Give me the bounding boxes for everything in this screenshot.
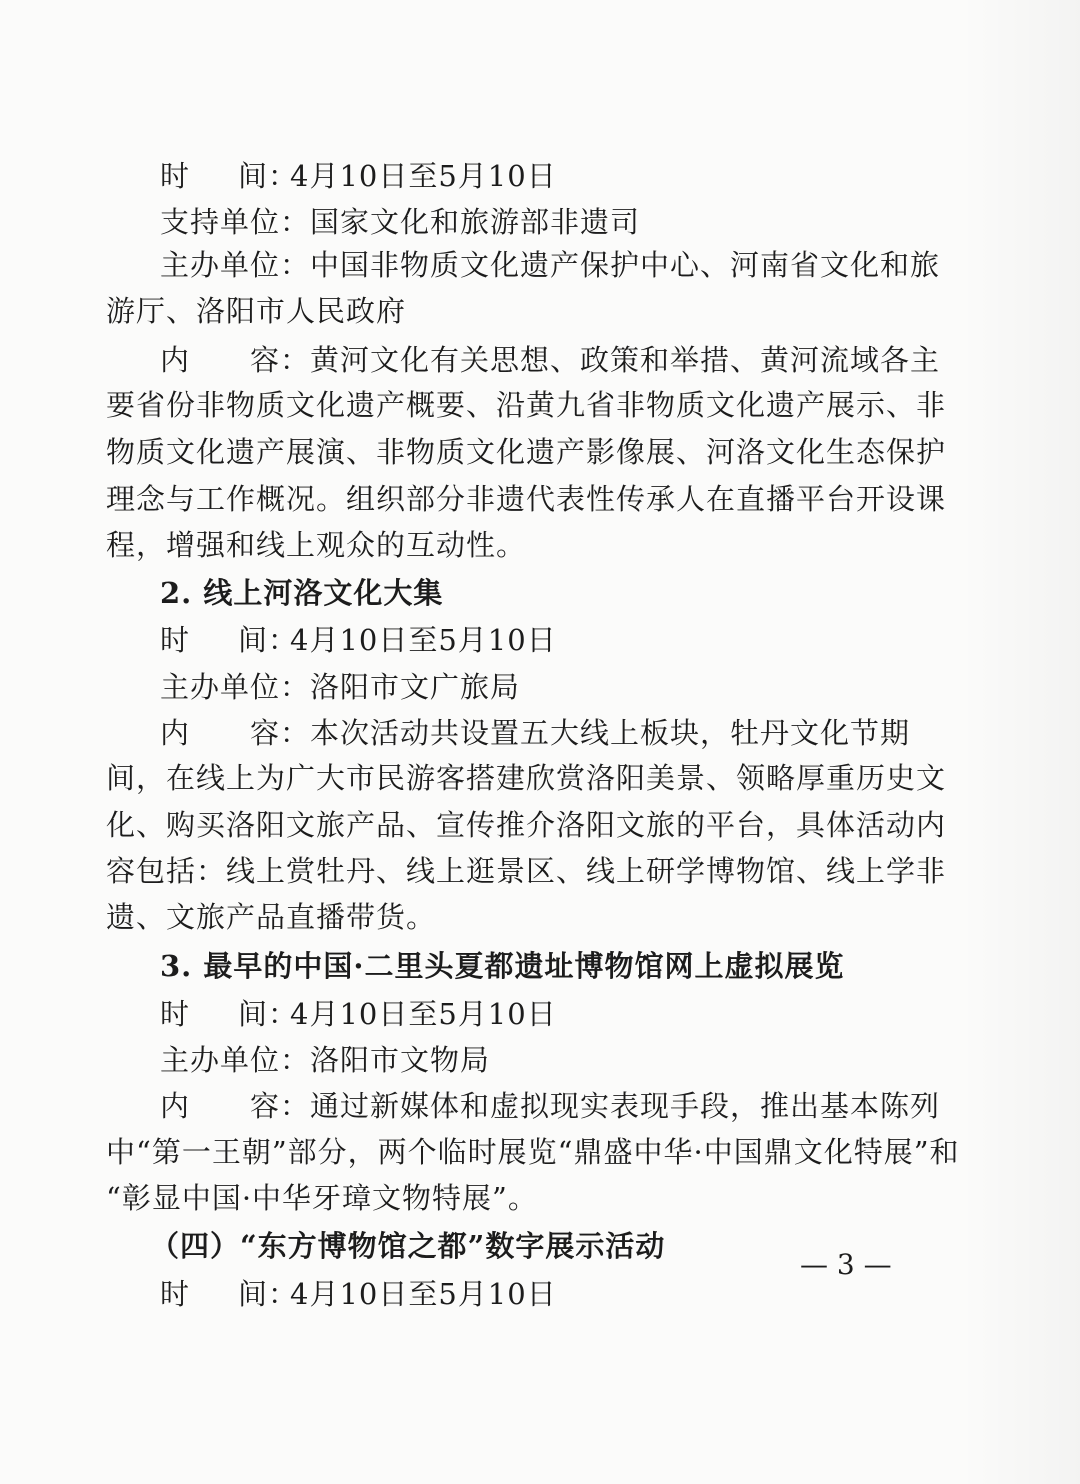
time-value: 4月10日至5月10日 xyxy=(290,623,557,657)
sec1-support-line xyxy=(160,202,1080,242)
sec3-host-line xyxy=(160,1040,1080,1080)
sec3-time-line xyxy=(160,994,1080,1034)
time-value: 4月10日至5月10日 xyxy=(290,1277,557,1311)
sec1-content-line-4: 理念与工作概况。组织部分非遗代表性传承人在直播平台开设课 xyxy=(106,482,947,516)
time-label: 时 间： xyxy=(160,159,299,193)
content-value: 黄河文化有关思想、政策和举措、黄河流域各主 xyxy=(310,343,941,377)
host-label: 主办单位： xyxy=(160,248,311,282)
sec2-content-line-3: 化、购买洛阳文旅产品、宣传推介洛阳文旅的平台，具体活动内 xyxy=(106,808,947,842)
sec4-heading: （四）“东方博物馆之都”数字展示活动 xyxy=(150,1229,666,1263)
sec1-host-line-2: 游厅、洛阳市人民政府 xyxy=(106,294,407,328)
time-label: 时 间： xyxy=(160,1277,299,1311)
sec3-content-line xyxy=(160,1086,1080,1126)
sec1-host-line xyxy=(160,245,1080,285)
sec3-content-line-3: “彰显中国·中华牙璋文物特展”。 xyxy=(106,1181,538,1215)
sec2-content-line-5: 遗、文旅产品直播带货。 xyxy=(106,900,437,934)
time-label: 时 间： xyxy=(160,997,299,1031)
host-value: 中国非物质文化遗产保护中心、河南省文化和旅 xyxy=(310,248,941,282)
host-label: 主办单位： xyxy=(160,670,311,704)
sec2-content-line xyxy=(160,713,1080,753)
content-label: 内 容： xyxy=(160,1089,311,1123)
sec3-heading: 3. 最早的中国·二里头夏都遗址博物馆网上虚拟展览 xyxy=(160,949,845,983)
sec1-content-line xyxy=(160,340,1080,380)
host-label: 主办单位： xyxy=(160,1043,311,1077)
support-label: 支持单位： xyxy=(160,205,311,239)
sec1-time-line xyxy=(160,156,1080,196)
content-value: 本次活动共设置五大线上板块，牡丹文化节期 xyxy=(310,716,911,750)
sec2-host-line xyxy=(160,667,1080,707)
support-value: 国家文化和旅游部非遗司 xyxy=(310,205,641,239)
sec2-content-line-2: 间，在线上为广大市民游客搭建欣赏洛阳美景、领略厚重历史文 xyxy=(106,761,947,795)
sec2-heading: 2. 线上河洛文化大集 xyxy=(160,576,444,610)
sec2-content-line-4: 容包括：线上赏牡丹、线上逛景区、线上研学博物馆、线上学非 xyxy=(106,854,947,888)
content-value: 通过新媒体和虚拟现实表现手段，推出基本陈列 xyxy=(310,1089,941,1123)
sec1-content-line-5: 程，增强和线上观众的互动性。 xyxy=(106,528,527,562)
sec4-time-line xyxy=(160,1274,1080,1314)
sec3-content-line-2: 中“第一王朝”部分，两个临时展览“鼎盛中华·中国鼎文化特展”和 xyxy=(106,1135,960,1169)
host-value: 洛阳市文物局 xyxy=(310,1043,491,1077)
sec1-content-line-2: 要省份非物质文化遗产概要、沿黄九省非物质文化遗产展示、非 xyxy=(106,388,947,422)
time-value: 4月10日至5月10日 xyxy=(290,997,557,1031)
content-label: 内 容： xyxy=(160,343,311,377)
host-value: 洛阳市文广旅局 xyxy=(310,670,521,704)
sec1-content-line-3: 物质文化遗产展演、非物质文化遗产影像展、河洛文化生态保护 xyxy=(106,435,947,469)
sec2-time-line xyxy=(160,620,1080,660)
page-number: — 3 — xyxy=(800,1248,892,1281)
time-label: 时 间： xyxy=(160,623,299,657)
time-value: 4月10日至5月10日 xyxy=(290,159,557,193)
content-label: 内 容： xyxy=(160,716,311,750)
